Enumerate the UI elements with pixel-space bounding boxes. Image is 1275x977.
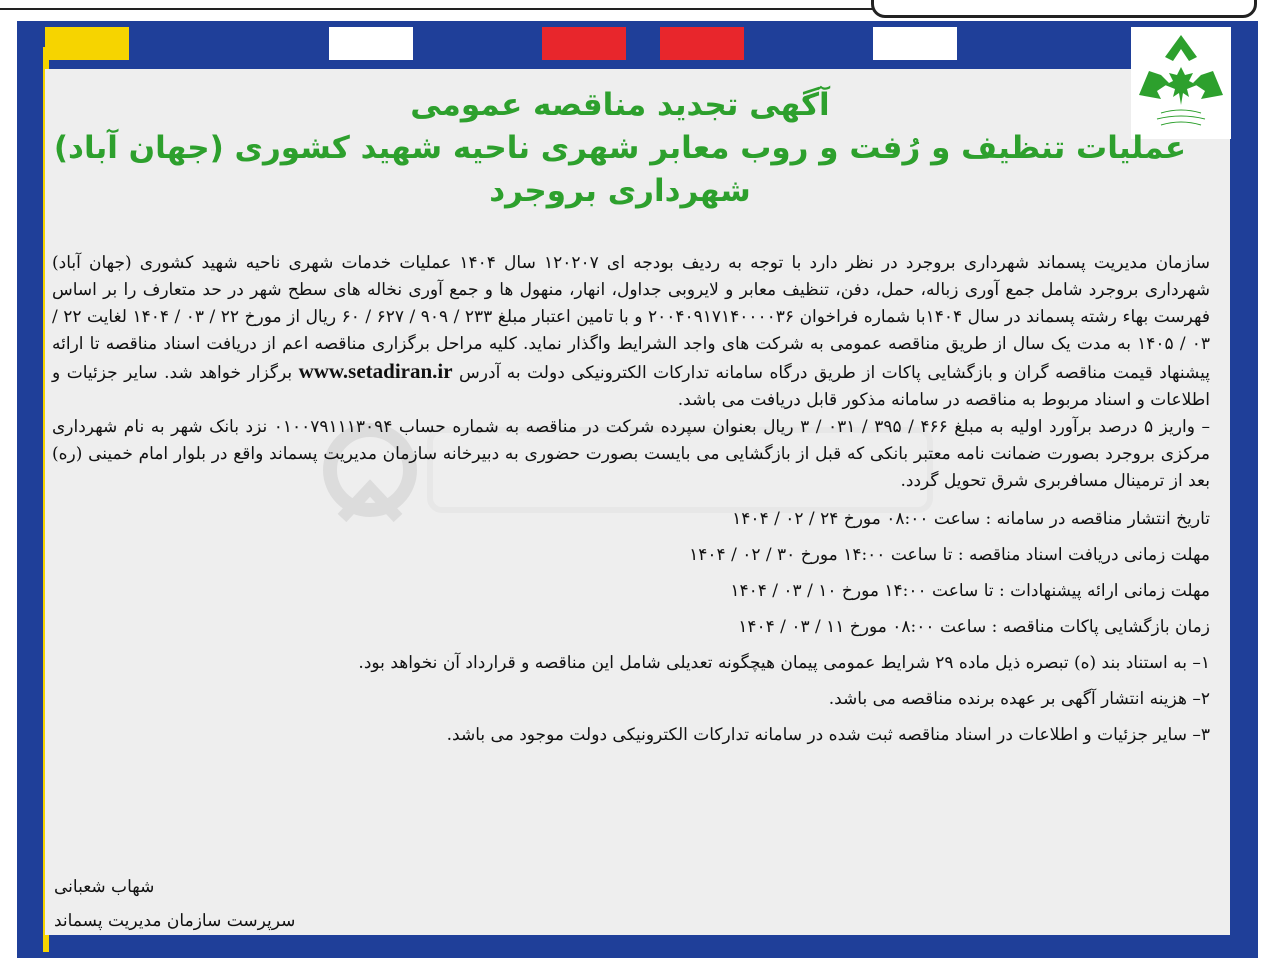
notice-body [52,250,1210,753]
paragraph-1-tail: برگزار خواهد شد. سایر جزئیات و اطلاعات و اسناد مربوط به مناقصه در سامانه مذکور قابل دریافت می باشد. [52,363,1210,410]
recycling-maple-leaf-icon [1131,27,1231,139]
website-link[interactable]: www.setadiran.ir [298,359,453,383]
notice-title: آگهی تجدید مناقصه عمومی [410,87,830,123]
date-publish: تاریخ انتشار مناقصه در سامانه : ساعت ۰۸:۰۰ مورخ ۲۴ / ۰۲ / ۱۴۰۴ [732,509,1210,529]
date-receive-documents: مهلت زمانی دریافت اسناد مناقصه : تا ساعت ۱۴:۰۰ مورخ ۳۰ / ۰۲ / ۱۴۰۴ [689,545,1210,565]
top-border [0,0,1275,14]
notice-subject: عملیات تنظیف و رُفت و روب معابر شهری ناحیه شهید کشوری (جهان آباد) [53,130,1187,166]
color-strip-white-2 [873,27,957,60]
color-strip-yellow [45,27,129,60]
color-strip-red-2 [660,27,744,60]
notice-issuer: شهرداری بروجرد [489,173,751,209]
date-opening: زمان بازگشایی پاکات مناقصه : ساعت ۰۸:۰۰ مورخ ۱۱ / ۰۳ / ۱۴۰۴ [738,617,1210,637]
date-submit-offers: مهلت زمانی ارائه پیشنهادات : تا ساعت ۱۴:۰۰ مورخ ۱۰ / ۰۳ / ۱۴۰۴ [730,581,1210,601]
note-2: ۲– هزینه انتشار آگهی بر عهده برنده مناقصه می باشد. [828,689,1210,709]
note-3: ۳– سایر جزئیات و اطلاعات در اسناد مناقصه ثبت شده در سامانه تدارکات الکترونیکی دولت موجود می باشد. [446,725,1210,745]
top-pill-frame [871,0,1257,18]
signatory-title: سرپرست سازمان مدیریت پسماند [54,911,296,931]
color-strip-white-1 [329,27,413,60]
note-1: ۱– به استناد بند (ه) تبصره ذیل ماده ۲۹ شرایط عمومی پیمان هیچگونه تعدیلی شامل این مناقصه و قرارداد آن نخواهد بود. [358,653,1210,673]
schedule-list [52,501,1210,753]
signatory-name: شهاب شعبانی [54,877,155,897]
paragraph-1 [52,250,1210,414]
paragraph-1-text: سازمان مدیریت پسماند شهرداری بروجرد در نظر دارد با توجه به ردیف بودجه ای ۱۲۰۲۰۷ سال ۱۴۰۴ عملیات خدمات شهری ناحیه شهید کشوری (جهان آباد) شهرداری بروجرد شامل جمع آوری زباله، حمل، دفن، تنظیف معابر و لایروبی جداول، انهار، منهول ها و جمع آوری نخاله های سطح شهر در حد متعارف را بر اساس فهرست بهاء رشته پسماند در سال ۱۴۰۴با شماره فراخوان ۲۰۰۴۰۹۱۷۱۴۰۰۰۰۳۶ و با تامین اعتبار مبلغ ۲۳۳ / ۹۰۹ / ۶۲۷ / ۶۰ ریال از مورخ ۲۲ / ۰۳ / ۱۴۰۴ لغایت ۲۲ / ۰۳ / ۱۴۰۵ به مدت یک سال از طریق مناقصه عمومی به شرکت های واجد الشرایط واگذار نماید. کلیه مراحل برگزاری مناقصه اعم از دریافت اسناد مناقصه تا ارائه پیشنهاد قیمت مناقصه گران و بازگشایی پاکات از طریق درگاه سامانه تدارکات الکترونیکی دولت به آدرس [52,253,1211,383]
color-strip-red-1 [542,27,626,60]
paragraph-2: – واریز ۵ درصد برآورد اولیه به مبلغ ۴۶۶ / ۳۹۵ / ۰۳۱ / ۳ ریال بعنوان سپرده شرکت در مناقصه به شماره حساب ۰۱۰۰۷۹۱۱۱۳۰۹۴ نزد بانک شهر به نام شهرداری مرکزی بروجرد بصورت ضمانت نامه معتبر بانکی که قبل از بازگشایی می بایست بصورت حضوری به دبیرخانه سازمان مدیریت پسماند واقع در بلوار امام خمینی (ره) بعد از ترمینال مسافربری شرق تحویل گردد. [52,417,1210,491]
signature-block [54,870,295,938]
